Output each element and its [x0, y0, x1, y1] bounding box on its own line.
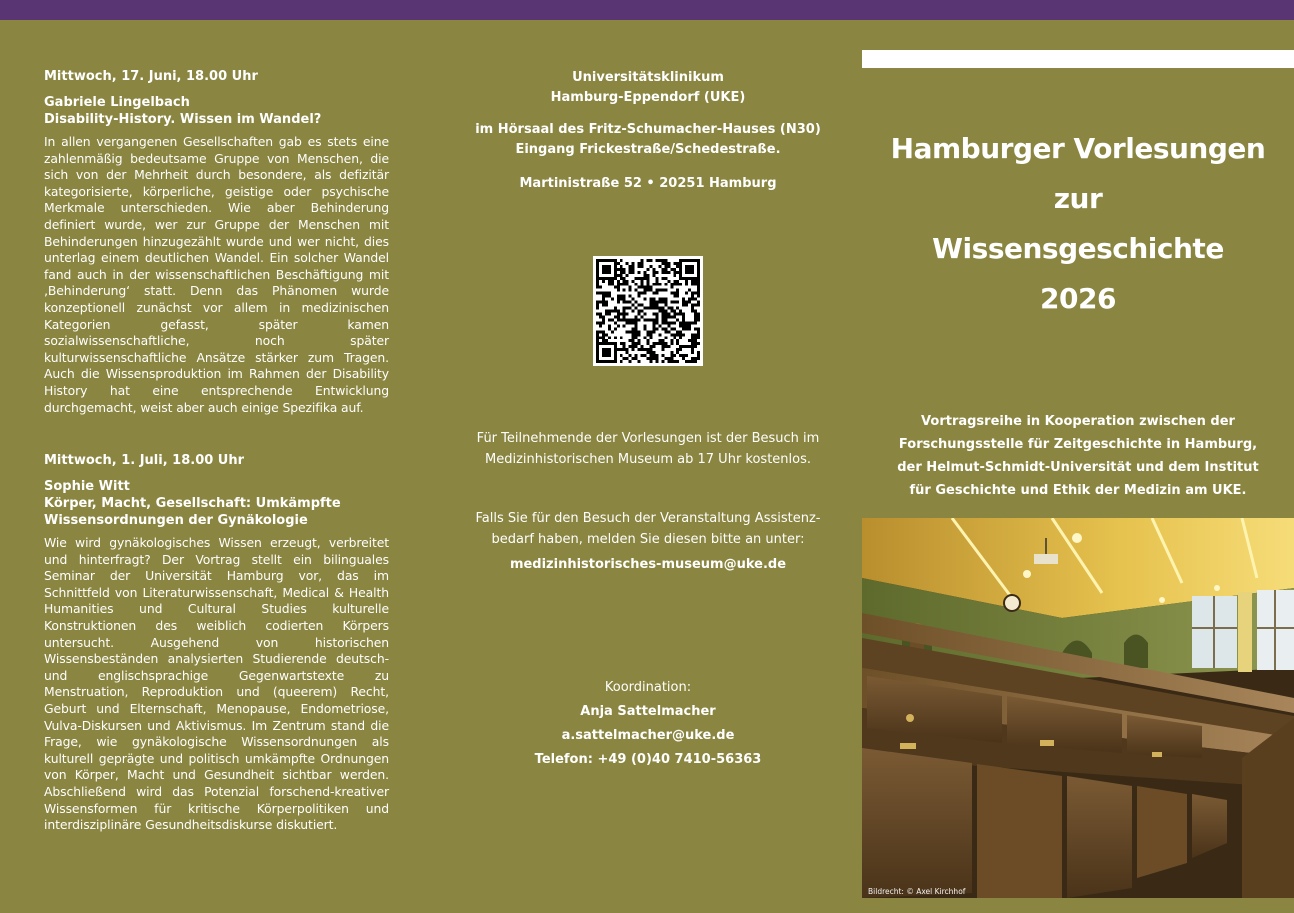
assistance-note — [448, 508, 848, 575]
assistance-line: bedarf haben, melden Sie diesen bitte an unter: — [491, 532, 805, 547]
museum-note-line: Für Teilnehmende der Vorlesungen ist der Besuch im — [476, 431, 820, 446]
lecture-date: Mittwoch, 1. Juli, 18.00 Uhr — [44, 453, 245, 469]
cooperation-line: Vortragsreihe in Kooperation zwischen der — [921, 414, 1235, 429]
cover-panel — [862, 50, 1294, 898]
series-title-line: Hamburger Vorlesungen — [890, 132, 1266, 165]
cooperation-line: der Helmut-Schmidt-Universität und dem Institut — [897, 460, 1259, 475]
series-title-line: zur — [1053, 182, 1103, 215]
lecture-entry — [44, 68, 389, 416]
cooperation-text — [862, 410, 1294, 502]
coordinator-name: Anja Sattelmacher — [580, 704, 716, 719]
lecture-title: Körper, Macht, Gesellschaft: Umkämpfte Wissensordnungen der Gynäkologie — [44, 496, 341, 529]
photo-credit: Bildrecht: © Axel Kirchhof — [868, 887, 966, 896]
top-accent-bar — [0, 0, 1294, 20]
coordination-label: Koordination: — [604, 680, 692, 695]
lecture-entry — [44, 452, 389, 834]
qr-code[interactable] — [593, 256, 703, 366]
venue-address: Martinistraße 52 • 20251 Hamburg — [519, 176, 777, 191]
lecture-abstract: Wie wird gynäkologisches Wissen erzeugt, verbreitet und hinterfragt? Der Vortrag stellt ein bilinguales Seminar der Universität Hamburg vor, das im Schnittfeld von Literaturwissenschaft, Medical & Health Humanities und Cultural Studies kulturelle Konstruktionen des weiblich codierten Körpers untersucht. Ausgehend von historischen Wissensbeständen analysierten Studierende deutsch- und englischsprachige Gegenwartstexte zu Menstruation, Reproduktion und (queerem) Recht, Geburt und Elternschaft, Menopause, Endometriose, Vulva-Diskursen und Aktivismus. Im Zentrum stand die Frage, wie gynäkologische Wissensordnungen als kulturell geprägte und politisch umkämpfte Ordnungen von Körper, Macht und Gesundheit sichtbar werden. Abschließend wird das Potenzial forschend-kreativer Wissensformen für kritische Körperpolitiken und interdisziplinäre Gesundheitsdiskurse diskutiert. — [44, 535, 389, 833]
lecture-hall-photo — [862, 518, 1294, 898]
lecture-abstract: In allen vergangenen Gesellschaften gab es stets eine zahlenmäßig bedeutsame Gruppe von Menschen, die sich von der Mehrheit durch besondere, als defizitär kategorisierte, körperliche, geistige oder psychische Merkmale unterschieden. Wie aber Behinderung definiert wurde, wer zur Gruppe der Menschen mit Behinderungen hinzugezählt wurde und wer nicht, dies unterlag einem deutlichen Wandel. Ein solcher Wandel fand auch in der wissenschaftlichen Beschäftigung mit ‚Behinderung‘ statt. Denn das Phänomen wurde konzeptionell zunächst vor allem in medizinischen Kategorien gefasst, später kamen sozialwissenschaftliche, noch später kulturwissenschaftliche Ansätze stärker zum Tragen. Auch die Wissensproduktion im Rahmen der Disability History hat eine entsprechende Entwicklung durchgemacht, weist aber auch einige Spezifika auf. — [44, 134, 389, 415]
lecture-speaker: Gabriele Lingelbach — [44, 95, 190, 110]
series-year: 2026 — [1040, 282, 1116, 315]
coordinator-phone: Telefon: +49 (0)40 7410-56363 — [534, 752, 762, 767]
assistance-line: Falls Sie für den Besuch der Veranstaltung Assistenz- — [475, 511, 821, 526]
museum-note-line: Medizinhistorischen Museum ab 17 Uhr kostenlos. — [484, 452, 812, 467]
museum-note — [448, 428, 848, 470]
series-title-line: Wissensgeschichte — [932, 232, 1224, 265]
qr-code-graphic — [593, 256, 703, 366]
cooperation-line: für Geschichte und Ethik der Medizin am UKE. — [909, 483, 1247, 498]
cooperation-line: Forschungsstelle für Zeitgeschichte in Hamburg, — [898, 437, 1258, 452]
lecture-column — [44, 68, 389, 834]
lecture-title: Disability-History. Wissen im Wandel? — [44, 112, 322, 127]
venue-line: Eingang Frickestraße/Schedestraße. — [515, 142, 781, 157]
venue-line: Universitätsklinikum — [572, 70, 724, 85]
venue-block — [448, 68, 848, 194]
coordination-block — [448, 676, 848, 772]
venue-line: im Hörsaal des Fritz-Schumacher-Hauses (N30) — [475, 122, 821, 137]
venue-line: Hamburg-Eppendorf (UKE) — [550, 90, 746, 105]
info-column — [448, 68, 848, 767]
museum-email-link[interactable]: medizinhistorisches-museum@uke.de — [509, 557, 787, 572]
coordinator-email-link[interactable]: a.sattelmacher@uke.de — [561, 728, 735, 743]
lecture-date: Mittwoch, 17. Juni, 18.00 Uhr — [44, 69, 258, 84]
series-title — [862, 124, 1294, 324]
lecture-speaker: Sophie Witt — [44, 479, 130, 495]
cover-white-bar — [862, 50, 1294, 68]
